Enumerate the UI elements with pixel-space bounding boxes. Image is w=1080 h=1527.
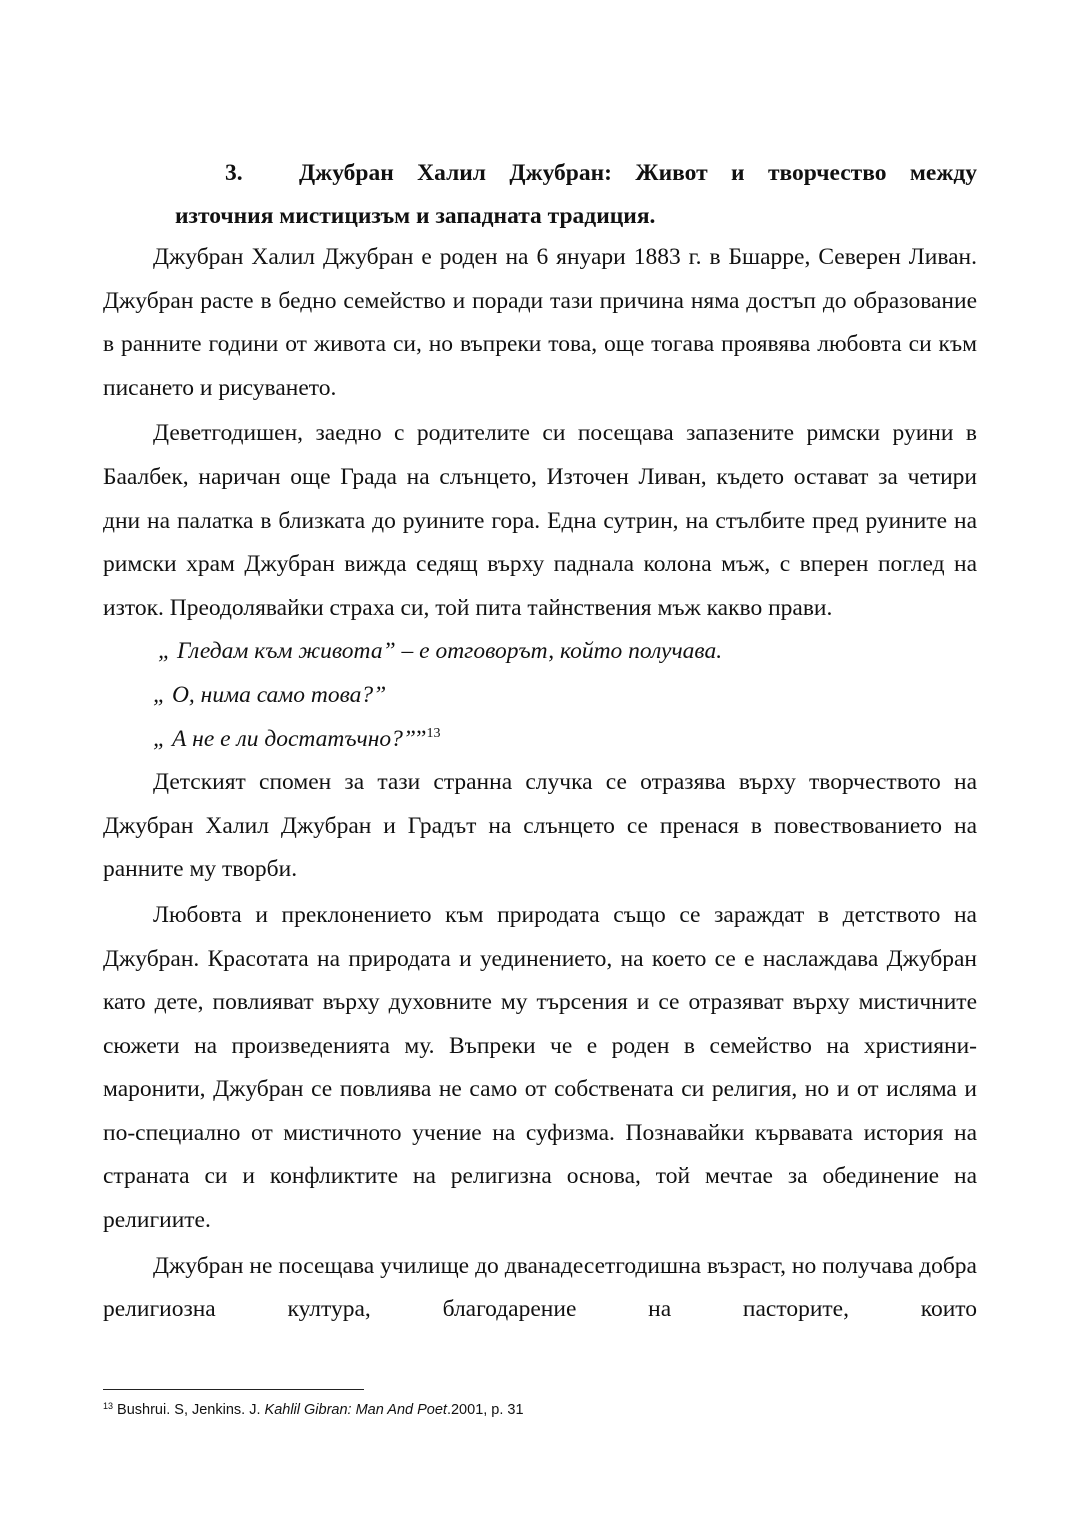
section-heading xyxy=(175,152,977,238)
footnote-authors: Bushrui. S, Jenkins. J. xyxy=(117,1402,265,1418)
section-title-line-1: Джубран Халил Джубран: Живот и творчество между xyxy=(299,160,977,186)
paragraph-nature: Любовта и преклонението към природата също се зараждат в детството на Джубран. Красотата на природата и уединението, на което се е наслаждава Джубран като дете, повлияват върху духовните му търсения и се отразяват върху мистичните сюжети на произведенията му. Въпреки че е роден в семейство на християни-маронити, Джубран се повлиява не само от собствената си религия, но и от исляма и по-специално от мистичното учение на суфизма. Познавайки кървавата история на страната си и конфликтите на религизна основа, той мечтае за обединение на религиите. xyxy=(103,901,977,1234)
paragraph-baalbek: Деветгодишен, заедно с родителите си посещава запазените римски руини в Баалбек, наричан още Града на слънцето, Източен Ливан, където остават за четири дни на палатка в близката до руините гора. Една сутрин, на стълбите пред руините на римски храм Джубран вижда седящ върху паднала колона мъж, с вперен поглед на изток. Преодолявайки страха си, той пита тайнствения мъж какво прави. xyxy=(103,420,977,621)
footnote xyxy=(103,1402,524,1418)
section-title-line-2: източния мистицизъм и западната традиция. xyxy=(175,203,656,229)
footnote-reference[interactable]: 13 xyxy=(426,725,441,741)
section-number: 3. xyxy=(225,160,243,186)
footnote-rest: .2001, p. 31 xyxy=(446,1402,524,1418)
body-text xyxy=(103,236,977,1332)
quote-line-3 xyxy=(103,718,977,762)
footnote-separator xyxy=(103,1389,364,1390)
quote-line-3-text: „ А не е ли достатъчно?” xyxy=(153,725,416,752)
quote-line-2: „ О, нима само това?” xyxy=(153,681,387,708)
paragraph-memory: Детският спомен за тази странна случка се отразява върху творчеството на Джубран Халил Джубран и Градът на слънцето се пренася в повествованието на ранните му творби. xyxy=(103,769,977,883)
quote-line-3-mark: ” xyxy=(416,725,427,752)
paragraph-school: Джубран не посещава училище до дванадесетгодишна възраст, но получава добра религиозна култура, благодарение на пасторите, които xyxy=(103,1252,977,1323)
quote-line-1: „ Гледам към живота” – е отговорът, който получава. xyxy=(158,638,723,665)
footnote-title: Kahlil Gibran: Man And Poet xyxy=(264,1402,447,1418)
paragraph-birth: Джубран Халил Джубран е роден на 6 януари 1883 г. в Бшарре, Северен Ливан. Джубран расте в бедно семейство и поради тази причина няма достъп до образование в ранните години от живота си, но въпреки това, още тогава проявява любовта си към писането и рисуването. xyxy=(103,244,977,401)
footnote-number: 13 xyxy=(103,1401,114,1411)
